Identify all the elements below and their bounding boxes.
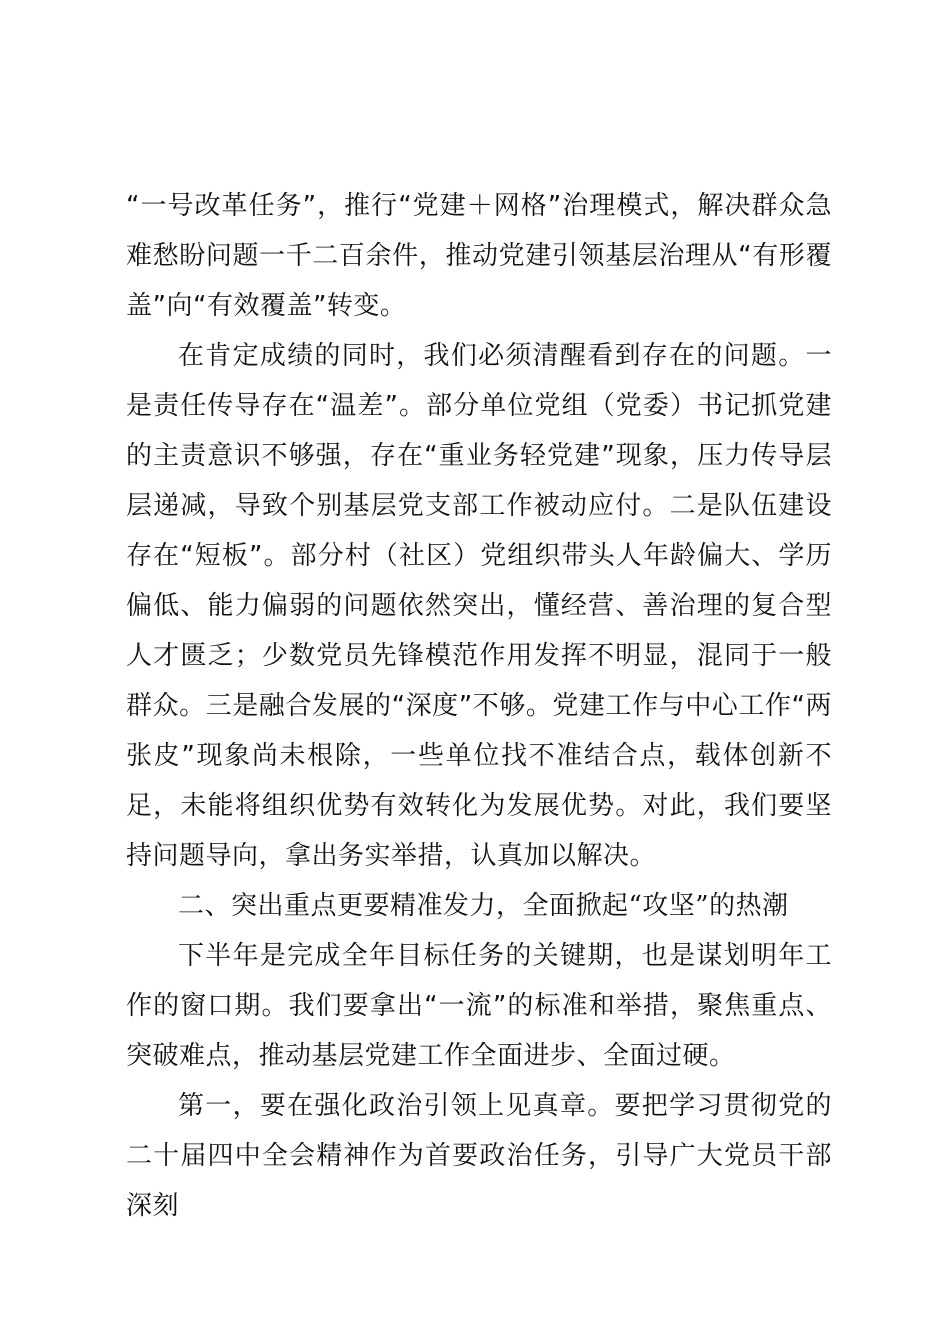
document-body bbox=[126, 181, 832, 1231]
paragraph-first-point: 第一，要在强化政治引领上见真章。要把学习贯彻党的二十届四中全会精神作为首要政治任务，引导广大党员干部深刻 bbox=[126, 1091, 832, 1221]
paragraph-problems: 在肯定成绩的同时，我们必须清醒看到存在的问题。一是责任传导存在“温差”。部分单位党组（党委）书记抓党建的主责意识不够强，存在“重业务轻党建”现象，压力传导层层递减，导致个别基层党支部工作被动应付。二是队伍建设存在“短板”。部分村（社区）党组织带头人年龄偏大、学历偏低、能力偏弱的问题依然突出，懂经营、善治理的复合型人才匮乏；少数党员先锋模范作用发挥不明显，混同于一般群众。三是融合发展的“深度”不够。党建工作与中心工作“两张皮”现象尚未根除，一些单位找不准结合点，载体创新不足，未能将组织优势有效转化为发展优势。对此，我们要坚持问题导向，拿出务实举措，认真加以解决。 bbox=[126, 341, 832, 871]
paragraph-continuation: “一号改革任务”，推行“党建＋网格”治理模式，解决群众急难愁盼问题一千二百余件，推动党建引领基层治理从“有形覆盖”向“有效覆盖”转变。 bbox=[126, 191, 832, 321]
paragraph-second-half: 下半年是完成全年目标任务的关键期，也是谋划明年工作的窗口期。我们要拿出“一流”的标准和举措，聚焦重点、突破难点，推动基层党建工作全面进步、全面过硬。 bbox=[126, 941, 832, 1071]
section-heading: 二、突出重点更要精准发力，全面掀起“攻坚”的热潮 bbox=[178, 891, 789, 921]
